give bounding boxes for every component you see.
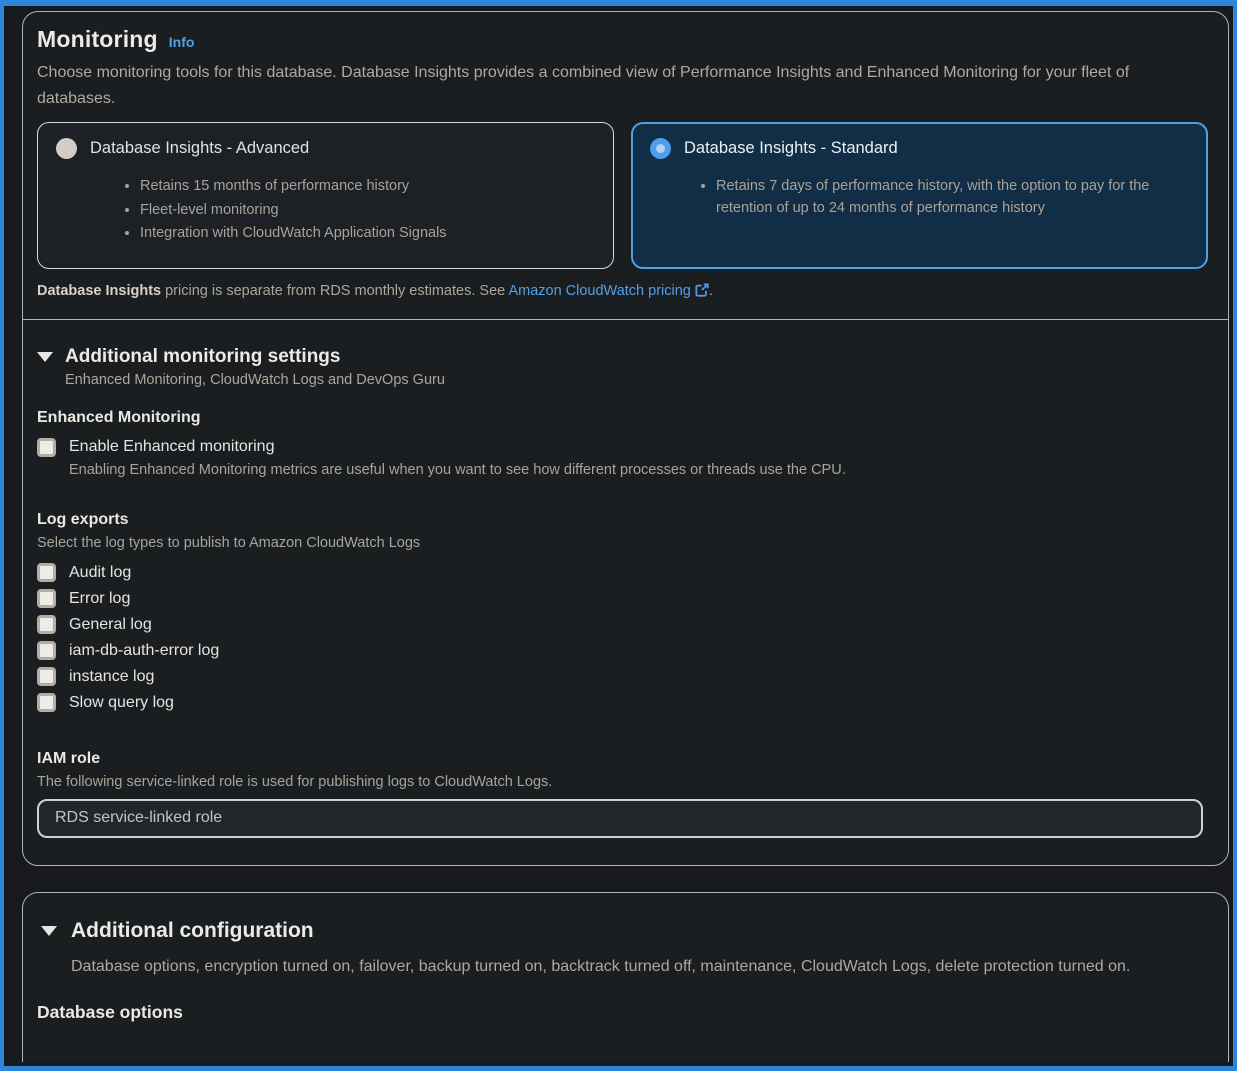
iam-role-value: RDS service-linked role xyxy=(55,809,223,827)
external-link-icon xyxy=(695,283,709,297)
iam-role-subtitle: The following service-linked role is used for publishing logs to CloudWatch Logs. xyxy=(37,773,553,790)
log-exports-list xyxy=(37,560,1208,716)
database-options-label: Database options xyxy=(37,1002,183,1022)
cloudwatch-pricing-link[interactable]: Amazon CloudWatch pricing xyxy=(508,282,691,299)
card-advanced-title: Database Insights - Advanced xyxy=(90,138,310,157)
general-log-label[interactable]: General log xyxy=(69,615,152,633)
audit-log-checkbox[interactable] xyxy=(37,563,56,582)
instance-log-label[interactable]: instance log xyxy=(69,667,155,685)
log-option-general[interactable] xyxy=(37,612,1208,638)
log-exports-subtitle: Select the log types to publish to Amazon CloudWatch Logs xyxy=(37,534,421,551)
log-option-audit[interactable] xyxy=(37,560,1208,586)
log-exports-label: Log exports xyxy=(37,510,129,528)
pricing-note-bold: Database Insights xyxy=(37,282,162,299)
enhanced-monitoring-label: Enhanced Monitoring xyxy=(37,408,201,426)
slow-query-log-checkbox[interactable] xyxy=(37,693,56,712)
iam-db-auth-error-log-label[interactable]: iam-db-auth-error log xyxy=(69,641,220,659)
additional-configuration-expander[interactable] xyxy=(41,919,1208,943)
radio-advanced[interactable] xyxy=(56,138,77,159)
additional-configuration-subtitle: Database options, encryption turned on, failover, backup turned on, backtrack turned off, maintenance, CloudWatch Logs, delete protection turned on. xyxy=(71,957,1131,975)
chevron-down-icon xyxy=(41,926,57,936)
instance-log-checkbox[interactable] xyxy=(37,667,56,686)
pricing-note xyxy=(37,283,1208,299)
enhanced-monitoring-description: Enabling Enhanced Monitoring metrics are useful when you want to see how different processes or threads use the CPU. xyxy=(69,461,846,478)
iam-role-select[interactable] xyxy=(37,799,1203,838)
card-standard-title: Database Insights - Standard xyxy=(684,138,898,157)
error-log-checkbox[interactable] xyxy=(37,589,56,608)
iam-role-label: IAM role xyxy=(37,749,101,767)
additional-configuration-panel xyxy=(22,892,1229,1062)
additional-configuration-title: Additional configuration xyxy=(71,918,314,942)
monitoring-panel xyxy=(22,11,1229,866)
iam-db-auth-error-log-checkbox[interactable] xyxy=(37,641,56,660)
enable-enhanced-monitoring-checkbox[interactable] xyxy=(37,438,56,457)
pricing-note-period: . xyxy=(708,282,713,299)
monitoring-description: Choose monitoring tools for this database. Database Insights provides a combined view of Performance Insights and Enhanced Monitoring for your fleet of databases. xyxy=(37,64,1130,107)
card-advanced-bullets xyxy=(140,176,595,245)
card-standard-bullets xyxy=(716,176,1186,220)
log-option-error[interactable] xyxy=(37,586,1208,612)
audit-log-label[interactable]: Audit log xyxy=(69,563,132,581)
log-option-iam-db-auth-error[interactable] xyxy=(37,638,1208,664)
additional-configuration-section xyxy=(23,893,1228,1023)
insights-mode-cards xyxy=(37,122,1208,269)
additional-monitoring-section xyxy=(23,320,1228,865)
radio-standard[interactable] xyxy=(650,138,671,159)
monitoring-header-section xyxy=(23,12,1228,320)
enable-enhanced-monitoring-row[interactable] xyxy=(37,438,1208,457)
slow-query-log-label[interactable]: Slow query log xyxy=(69,693,174,711)
card-database-insights-advanced[interactable] xyxy=(37,122,614,269)
bullet: • Retains 7 days of performance history, with the option to pay for the retention of up to 24 months of performance history xyxy=(716,176,1186,220)
log-option-instance[interactable] xyxy=(37,664,1208,690)
bullet: • Integration with CloudWatch Application Signals xyxy=(140,223,595,245)
page-title: Monitoring xyxy=(37,26,158,52)
error-log-label[interactable]: Error log xyxy=(69,589,131,607)
chevron-down-icon xyxy=(37,352,53,362)
bullet: • Retains 15 months of performance history xyxy=(140,176,595,198)
enable-enhanced-monitoring-text[interactable]: Enable Enhanced monitoring xyxy=(69,438,275,456)
card-database-insights-standard[interactable] xyxy=(631,122,1208,269)
info-link[interactable]: Info xyxy=(168,34,195,50)
additional-monitoring-title: Additional monitoring settings xyxy=(65,345,341,367)
bullet: • Fleet-level monitoring xyxy=(140,200,595,222)
additional-monitoring-subtitle: Enhanced Monitoring, CloudWatch Logs and DevOps Guru xyxy=(65,371,445,388)
log-option-slow-query[interactable] xyxy=(37,690,1208,716)
general-log-checkbox[interactable] xyxy=(37,615,56,634)
additional-monitoring-expander[interactable] xyxy=(37,346,1208,368)
pricing-note-text: pricing is separate from RDS monthly estimates. See xyxy=(161,282,509,299)
